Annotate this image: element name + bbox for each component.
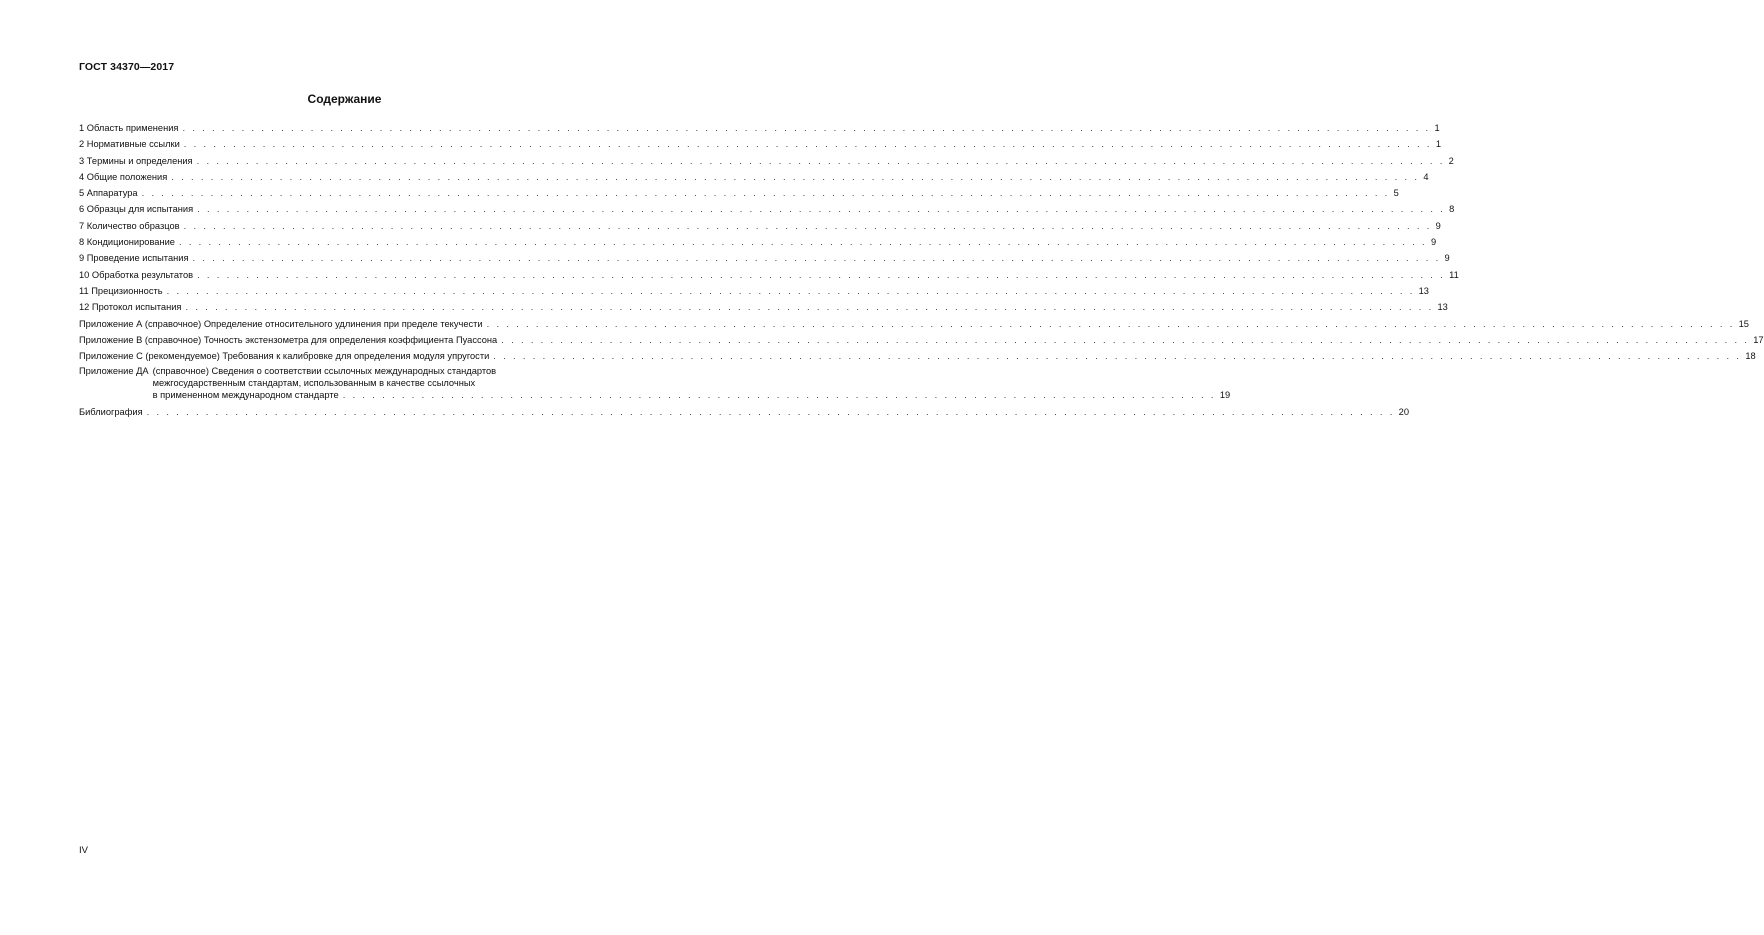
toc-entry-line: (справочное) Сведения о соответствии ссылочных международных стандартов [152,366,497,377]
page-number-footer: IV [79,845,88,856]
toc-entry-page: 13 [1418,285,1429,296]
dot-leader [184,136,1432,152]
toc-entry-body [153,366,1231,401]
dot-leader [184,218,1432,234]
toc-entry-label: 7 Количество образцов [79,220,180,231]
toc-entry-label: Приложение В (справочное) Точность экстензометра для определения коэффициента Пуассона [79,334,498,345]
toc-entry-label: 1 Область применения [79,123,179,133]
toc-entry-label: 3 Термины и определения [79,155,193,166]
toc-entry-page: 18 [1745,351,1756,362]
toc-entry-page: 1 [1434,123,1440,133]
toc-entry-page: 2 [1448,155,1454,166]
standard-header: ГОСТ 34370—2017 [79,61,175,73]
toc-entry-label: 11 Прецизионность [79,285,163,296]
dot-leader [487,316,1735,332]
toc-entry-prefix: Приложение ДА [79,366,149,377]
dot-leader [193,250,1441,266]
toc-entry-label: Приложение А (справочное) Определение относительного удлинения при пределе текучести [79,318,483,329]
toc-entry[interactable] [79,153,1454,169]
dot-leader [179,234,1427,250]
toc-entry-label: 9 Проведение испытания [79,253,189,264]
toc-entry-label: 10 Обработка результатов [79,269,194,280]
toc-entry-page: 15 [1738,318,1749,329]
dot-leader [147,404,1395,420]
toc-entry[interactable] [79,332,1764,348]
table-of-contents [79,120,1764,420]
dot-leader [493,348,1741,364]
toc-entry-page: 1 [1435,139,1442,150]
toc-entry-page: 9 [1435,220,1441,231]
toc-entry-page: 5 [1393,188,1399,199]
toc-entry-page: 9 [1431,237,1437,248]
toc-entry-page: 13 [1437,302,1448,313]
toc-entry-label: 5 Аппаратура [79,188,138,199]
toc-entry[interactable] [79,250,1450,266]
toc-entry-page: 19 [1219,390,1231,401]
toc-entry[interactable] [79,136,1442,152]
dot-leader [197,267,1445,283]
dot-leader [171,169,1419,185]
toc-entry[interactable] [79,267,1459,283]
toc-entry-page: 11 [1449,269,1459,280]
dot-leader [197,153,1445,169]
dot-leader [185,299,1433,315]
toc-entry-line: межгосударственным стандартам, использованным в качестве ссылочных [152,378,476,389]
toc-entry[interactable] [79,348,1756,364]
toc-entry-label: 4 Общие положения [79,171,168,182]
toc-entry[interactable] [79,185,1399,201]
dot-leader [182,120,1430,136]
toc-entry-label: 2 Нормативные ссылки [79,139,180,150]
toc-entry-label: 8 Кондиционирование [79,237,175,248]
toc-entry-page: 8 [1449,204,1455,215]
toc-entry[interactable] [79,316,1749,332]
toc-entry-page: 4 [1423,171,1429,182]
toc-entry[interactable] [79,120,1440,136]
toc-entry-line: в примененном международном стандарте [152,390,339,401]
toc-entry[interactable] [79,169,1429,185]
toc-entry-label: 6 Образцы для испытания [79,204,194,215]
toc-entry[interactable] [79,299,1448,315]
toc-entry-last-line [153,390,1231,402]
toc-title: Содержание [307,92,382,106]
toc-entry[interactable] [79,218,1441,234]
toc-entry[interactable] [79,283,1429,299]
toc-entry-label: 12 Протокол испытания [79,302,182,313]
dot-leader [197,201,1445,217]
toc-entry-appendix-da[interactable] [79,364,1231,401]
toc-entry-label: Приложение С (рекомендуемое) Требования к калибровке для определения модуля упругости [79,351,490,362]
toc-entry-page: 20 [1398,406,1409,417]
dot-leader [167,283,1415,299]
toc-entry-page: 17 [1753,334,1764,345]
toc-entry-label: Библиография [79,406,143,417]
toc-entry-page: 9 [1444,253,1450,264]
toc-entry-bibliography[interactable] [79,404,1409,420]
toc-entry[interactable] [79,234,1437,250]
dot-leader [343,390,1216,402]
dot-leader [501,332,1749,348]
dot-leader [142,185,1390,201]
toc-entry[interactable] [79,201,1455,217]
